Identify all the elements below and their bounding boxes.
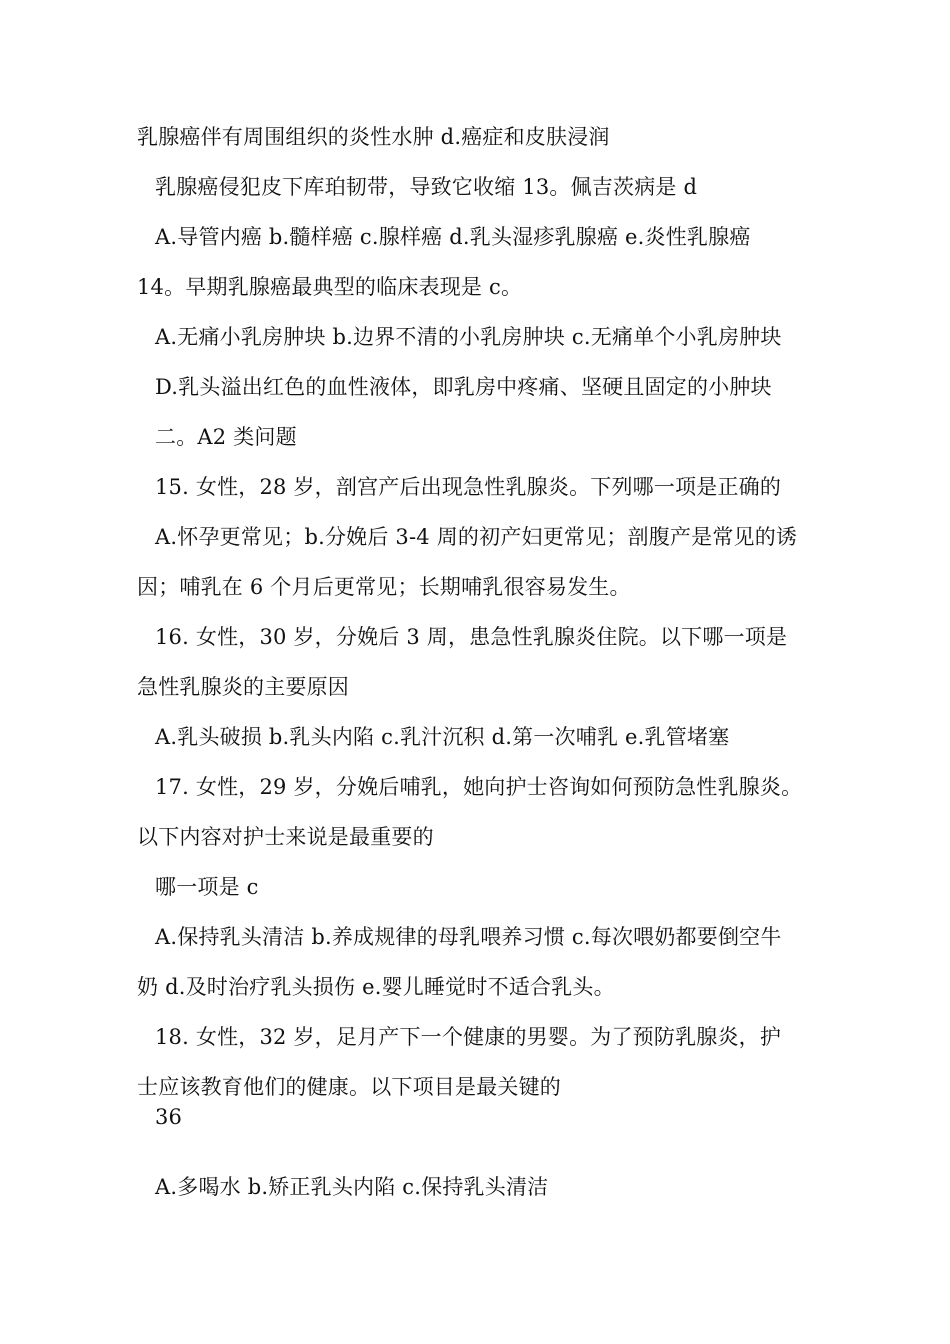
question-18-continued: 士应该教育他们的健康。以下项目是最关键的 bbox=[137, 1075, 561, 1099]
page-number: 36 bbox=[155, 1105, 183, 1129]
answer-options-line: A.导管内癌 b.髓样癌 c.腺样癌 d.乳头湿疹乳腺癌 e.炎性乳腺癌 bbox=[155, 225, 751, 249]
question-17-continued: 以下内容对护士来说是最重要的 bbox=[137, 825, 434, 849]
question-17: 17. 女性，29 岁，分娩后哺乳，她向护士咨询如何预防急性乳腺炎。 bbox=[155, 775, 803, 799]
answer-options-line: 因；哺乳在 6 个月后更常见；长期哺乳很容易发生。 bbox=[137, 575, 631, 599]
question-17-continued: 哪一项是 c bbox=[155, 875, 259, 899]
answer-options-line: A.保持乳头清洁 b.养成规律的母乳喂养习惯 c.每次喂奶都要倒空牛 bbox=[155, 925, 782, 949]
answer-options-line: D.乳头溢出红色的血性液体，即乳房中疼痛、坚硬且固定的小肿块 bbox=[155, 375, 772, 399]
question-16-continued: 急性乳腺炎的主要原因 bbox=[137, 675, 349, 699]
answer-options-line: A.怀孕更常见；b.分娩后 3-4 周的初产妇更常见；剖腹产是常见的诱 bbox=[155, 525, 798, 549]
answer-options-line: A.无痛小乳房肿块 b.边界不清的小乳房肿块 c.无痛单个小乳房肿块 bbox=[155, 325, 782, 349]
question-15: 15. 女性，28 岁，剖宫产后出现急性乳腺炎。下列哪一项是正确的 bbox=[155, 475, 782, 499]
text-line: 乳腺癌侵犯皮下库珀韧带，导致它收缩 13。佩吉茨病是 d bbox=[155, 175, 698, 199]
answer-options-line: A.多喝水 b.矫正乳头内陷 c.保持乳头清洁 bbox=[155, 1175, 549, 1199]
answer-options-line: 奶 d.及时治疗乳头损伤 e.婴儿睡觉时不适合乳头。 bbox=[137, 975, 615, 999]
answer-options-line: A.乳头破损 b.乳头内陷 c.乳汁沉积 d.第一次哺乳 e.乳管堵塞 bbox=[155, 725, 730, 749]
question-14: 14。早期乳腺癌最典型的临床表现是 c。 bbox=[137, 275, 523, 299]
text-line: 乳腺癌伴有周围组织的炎性水肿 d.癌症和皮肤浸润 bbox=[137, 125, 610, 149]
question-16: 16. 女性，30 岁，分娩后 3 周，患急性乳腺炎住院。以下哪一项是 bbox=[155, 625, 788, 649]
question-18: 18. 女性，32 岁，足月产下一个健康的男婴。为了预防乳腺炎，护 bbox=[155, 1025, 782, 1049]
section-heading: 二。A2 类问题 bbox=[155, 425, 297, 449]
